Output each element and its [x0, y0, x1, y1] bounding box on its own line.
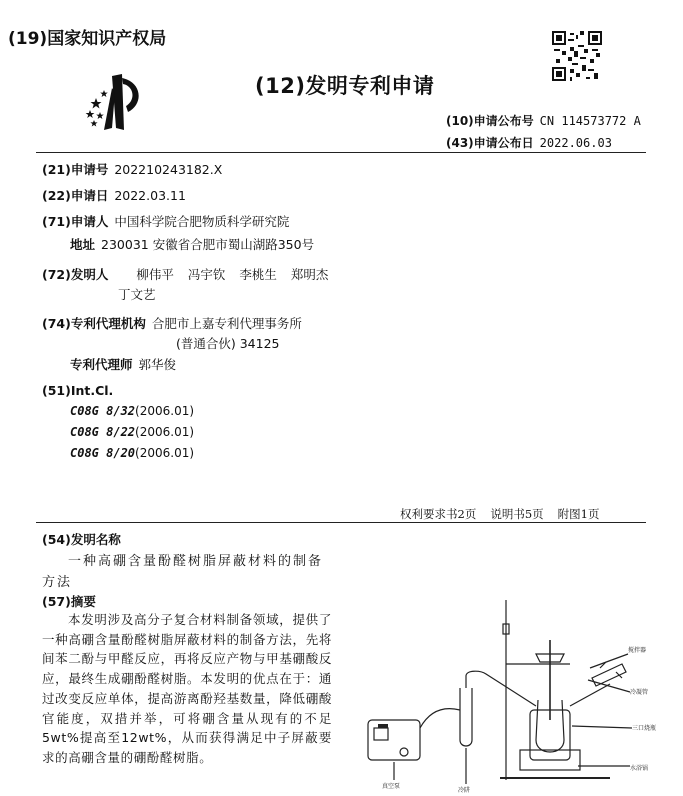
- application-date: 2022.03.11: [114, 188, 186, 203]
- patent-agent-row: [70, 355, 176, 373]
- abstract-label: (57)摘要: [42, 594, 96, 609]
- section-divider: [36, 522, 646, 523]
- ipc-version: (2006.01): [135, 425, 195, 439]
- ipc-code: C08G 8/20: [70, 446, 136, 460]
- claims-pages: 权利要求书2页: [400, 507, 477, 521]
- cnipa-logo-icon: [82, 68, 152, 136]
- inventor: 丁文艺: [118, 287, 156, 302]
- patent-agency-line2: (普通合伙) 34125: [176, 336, 280, 351]
- publication-date: 2022.06.03: [539, 136, 612, 150]
- patent-agency-label: (74)专利代理机构: [42, 316, 146, 331]
- page-counts: [400, 506, 613, 522]
- description-pages: 说明书5页: [490, 507, 544, 521]
- ipc-classification: [70, 425, 194, 439]
- inventors-row: [42, 265, 342, 283]
- figure-label-stirrer: 搅拌器: [628, 647, 647, 654]
- application-number: 202210243182.X: [114, 162, 223, 177]
- application-number-row: [42, 160, 222, 178]
- inventor: 柳伟平: [136, 267, 174, 282]
- patent-office-header: (19)国家知识产权局: [8, 29, 167, 49]
- address-row: [70, 235, 314, 253]
- publication-number-row: [446, 112, 641, 129]
- inventor: 冯宇钦: [187, 267, 226, 282]
- ipc-version: (2006.01): [135, 446, 195, 460]
- application-date-row: [42, 186, 186, 204]
- figure-label-pump: 真空泵: [382, 783, 401, 790]
- invention-title: 一种高硼含量酚醛树脂屏蔽材料的制备方法: [42, 554, 324, 590]
- inventor: 郑明杰: [290, 267, 329, 282]
- patent-agency: 合肥市上嘉专利代理事务所: [151, 316, 302, 331]
- publication-date-row: [446, 134, 612, 151]
- ipc-code: C08G 8/32: [70, 404, 136, 418]
- document-type-title: (12)发明专利申请: [255, 74, 435, 98]
- header-divider: [36, 152, 646, 153]
- ipc-classification: [70, 404, 194, 418]
- ipc-classification: [70, 446, 194, 460]
- application-date-label: (22)申请日: [42, 188, 109, 203]
- inventor: 李桃生: [239, 267, 277, 282]
- publication-date-label: (43)申请公布日: [446, 136, 534, 150]
- patent-agency-row: [42, 314, 302, 332]
- abstract-text: 本发明涉及高分子复合材料制备领域，提供了一种高硼含量酚醛树脂屏蔽材料的制备方法，先将间苯二酚与甲醛反应，再将反应产物与甲基硼酸反应，最终生成硼酚醛树脂。本发明的优点在于：通过改变反应单体，提高游离酚羟基数量，降低硼酸官能度，双措并举，可将硼含量从现有的不足5wt%提高至12wt%，从而获得满足中子屏蔽要求的高硼含量的硼酚醛树脂。: [42, 612, 332, 765]
- ipc-code: C08G 8/22: [70, 425, 136, 439]
- figure-label-bath: 水浴锅: [630, 765, 649, 772]
- apparatus-figure: [360, 580, 680, 796]
- application-number-label: (21)申请号: [42, 162, 109, 177]
- figure-label-flask: 三口烧瓶: [632, 725, 657, 732]
- inventors-label: (72)发明人: [42, 267, 109, 282]
- publication-number: CN 114573772 A: [539, 114, 641, 128]
- applicant-label: (71)申请人: [42, 214, 109, 229]
- applicant-row: [42, 212, 289, 230]
- figure-label-condenser: 冷凝管: [630, 689, 649, 696]
- figure-label-trap: 冷阱: [458, 787, 471, 794]
- patent-agent: 郭华俊: [138, 357, 177, 372]
- applicant: 中国科学院合肥物质科学研究院: [114, 214, 290, 229]
- patent-agent-label: 专利代理师: [70, 357, 133, 372]
- ipc-label: (51)Int.Cl.: [42, 383, 114, 398]
- qr-code-icon: [552, 31, 602, 81]
- ipc-version: (2006.01): [135, 404, 195, 418]
- invention-title-label: (54)发明名称: [42, 532, 121, 547]
- drawing-pages: 附图1页: [557, 507, 600, 521]
- address: 230031 安徽省合肥市蜀山湖路350号: [101, 237, 315, 252]
- publication-number-label: (10)申请公布号: [446, 114, 534, 128]
- address-label: 地址: [70, 237, 96, 252]
